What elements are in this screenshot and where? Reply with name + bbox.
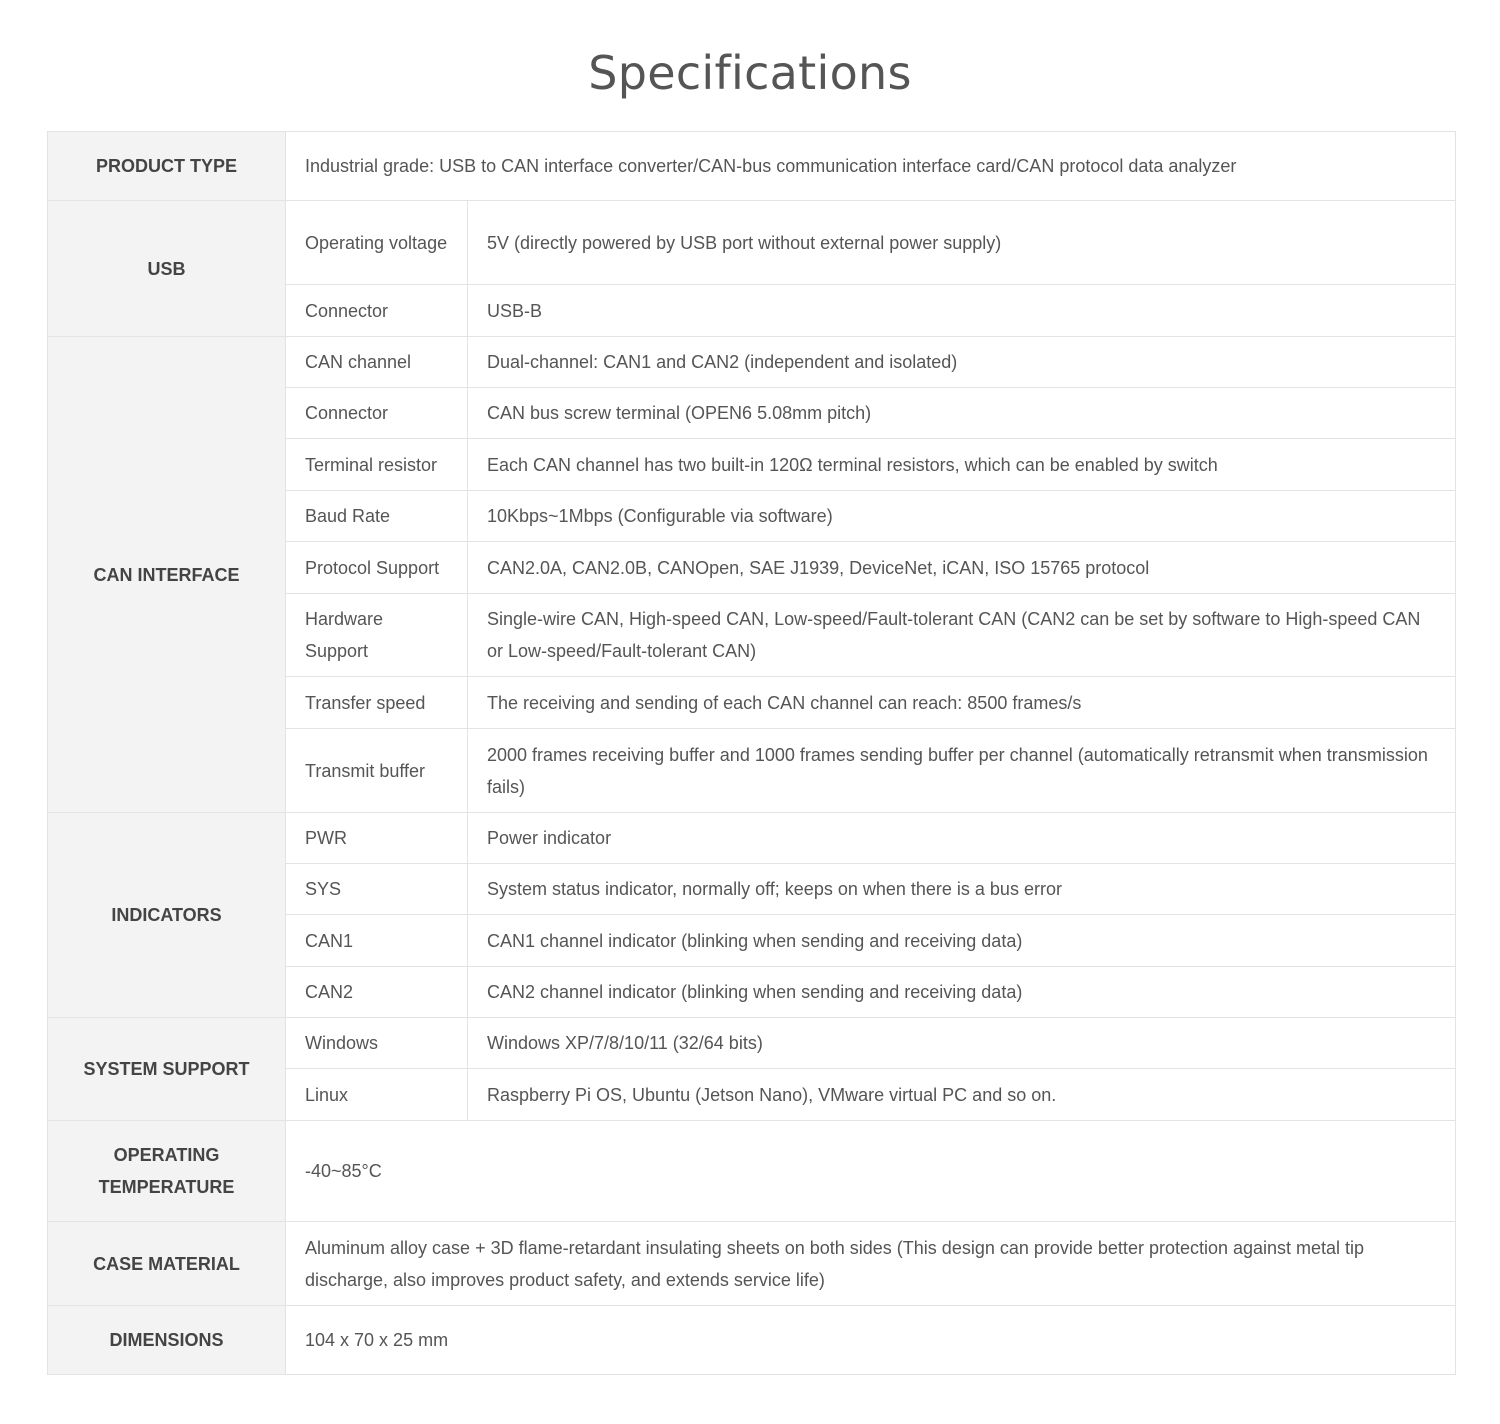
spec-name: CAN channel xyxy=(286,337,468,388)
spec-value: CAN bus screw terminal (OPEN6 5.08mm pitch) xyxy=(468,388,1456,439)
table-row xyxy=(48,1121,1456,1222)
category-indicators: INDICATORS xyxy=(48,813,286,1018)
spec-name: Connector xyxy=(286,285,468,337)
table-row xyxy=(48,1018,1456,1069)
table-row xyxy=(48,813,1456,864)
specifications-table xyxy=(47,131,1456,1375)
spec-value: Single-wire CAN, High-speed CAN, Low-speed/Fault-tolerant CAN (CAN2 can be set by software to High-speed CAN or Low-speed/Fault-tolerant CAN) xyxy=(468,594,1456,677)
spec-name: Baud Rate xyxy=(286,491,468,542)
category-operating-temperature: OPERATING TEMPERATURE xyxy=(48,1121,286,1222)
spec-name: Transfer speed xyxy=(286,677,468,729)
spec-value: CAN2 channel indicator (blinking when sending and receiving data) xyxy=(468,967,1456,1018)
category-system-support: SYSTEM SUPPORT xyxy=(48,1018,286,1121)
spec-value: -40~85°C xyxy=(286,1121,1456,1222)
spec-value: CAN1 channel indicator (blinking when sending and receiving data) xyxy=(468,915,1456,967)
spec-value: 2000 frames receiving buffer and 1000 frames sending buffer per channel (automatically retransmit when transmission fails) xyxy=(468,729,1456,813)
spec-value: 10Kbps~1Mbps (Configurable via software) xyxy=(468,491,1456,542)
spec-value: Aluminum alloy case + 3D flame-retardant insulating sheets on both sides (This design can provide better protection against metal tip discharge, also improves product safety, and extends service life) xyxy=(286,1222,1456,1306)
spec-value: Windows XP/7/8/10/11 (32/64 bits) xyxy=(468,1018,1456,1069)
spec-name: Linux xyxy=(286,1069,468,1121)
table-row xyxy=(48,337,1456,388)
category-dimensions: DIMENSIONS xyxy=(48,1306,286,1375)
spec-name: PWR xyxy=(286,813,468,864)
spec-name: CAN1 xyxy=(286,915,468,967)
category-product-type: PRODUCT TYPE xyxy=(48,132,286,201)
spec-value: The receiving and sending of each CAN channel can reach: 8500 frames/s xyxy=(468,677,1456,729)
spec-name: Terminal resistor xyxy=(286,439,468,491)
spec-value: CAN2.0A, CAN2.0B, CANOpen, SAE J1939, DeviceNet, iCAN, ISO 15765 protocol xyxy=(468,542,1456,594)
spec-value: 104 x 70 x 25 mm xyxy=(286,1306,1456,1375)
spec-value: System status indicator, normally off; keeps on when there is a bus error xyxy=(468,864,1456,915)
table-row xyxy=(48,201,1456,285)
spec-name: SYS xyxy=(286,864,468,915)
page-title: Specifications xyxy=(588,46,912,100)
spec-value: Each CAN channel has two built-in 120Ω terminal resistors, which can be enabled by switch xyxy=(468,439,1456,491)
spec-name: Protocol Support xyxy=(286,542,468,594)
spec-value: Industrial grade: USB to CAN interface converter/CAN-bus communication interface card/CAN protocol data analyzer xyxy=(286,132,1456,201)
spec-name: Hardware Support xyxy=(286,594,468,677)
table-row xyxy=(48,1306,1456,1375)
category-can-interface: CAN INTERFACE xyxy=(48,337,286,813)
spec-value: 5V (directly powered by USB port without external power supply) xyxy=(468,201,1456,285)
spec-value: Raspberry Pi OS, Ubuntu (Jetson Nano), VMware virtual PC and so on. xyxy=(468,1069,1456,1121)
spec-value: USB-B xyxy=(468,285,1456,337)
spec-value: Dual-channel: CAN1 and CAN2 (independent and isolated) xyxy=(468,337,1456,388)
category-usb: USB xyxy=(48,201,286,337)
spec-name: CAN2 xyxy=(286,967,468,1018)
spec-name: Windows xyxy=(286,1018,468,1069)
category-case-material: CASE MATERIAL xyxy=(48,1222,286,1306)
table-row xyxy=(48,132,1456,201)
spec-value: Power indicator xyxy=(468,813,1456,864)
spec-name: Operating voltage xyxy=(286,201,468,285)
spec-name: Connector xyxy=(286,388,468,439)
table-row xyxy=(48,1222,1456,1306)
spec-name: Transmit buffer xyxy=(286,729,468,813)
